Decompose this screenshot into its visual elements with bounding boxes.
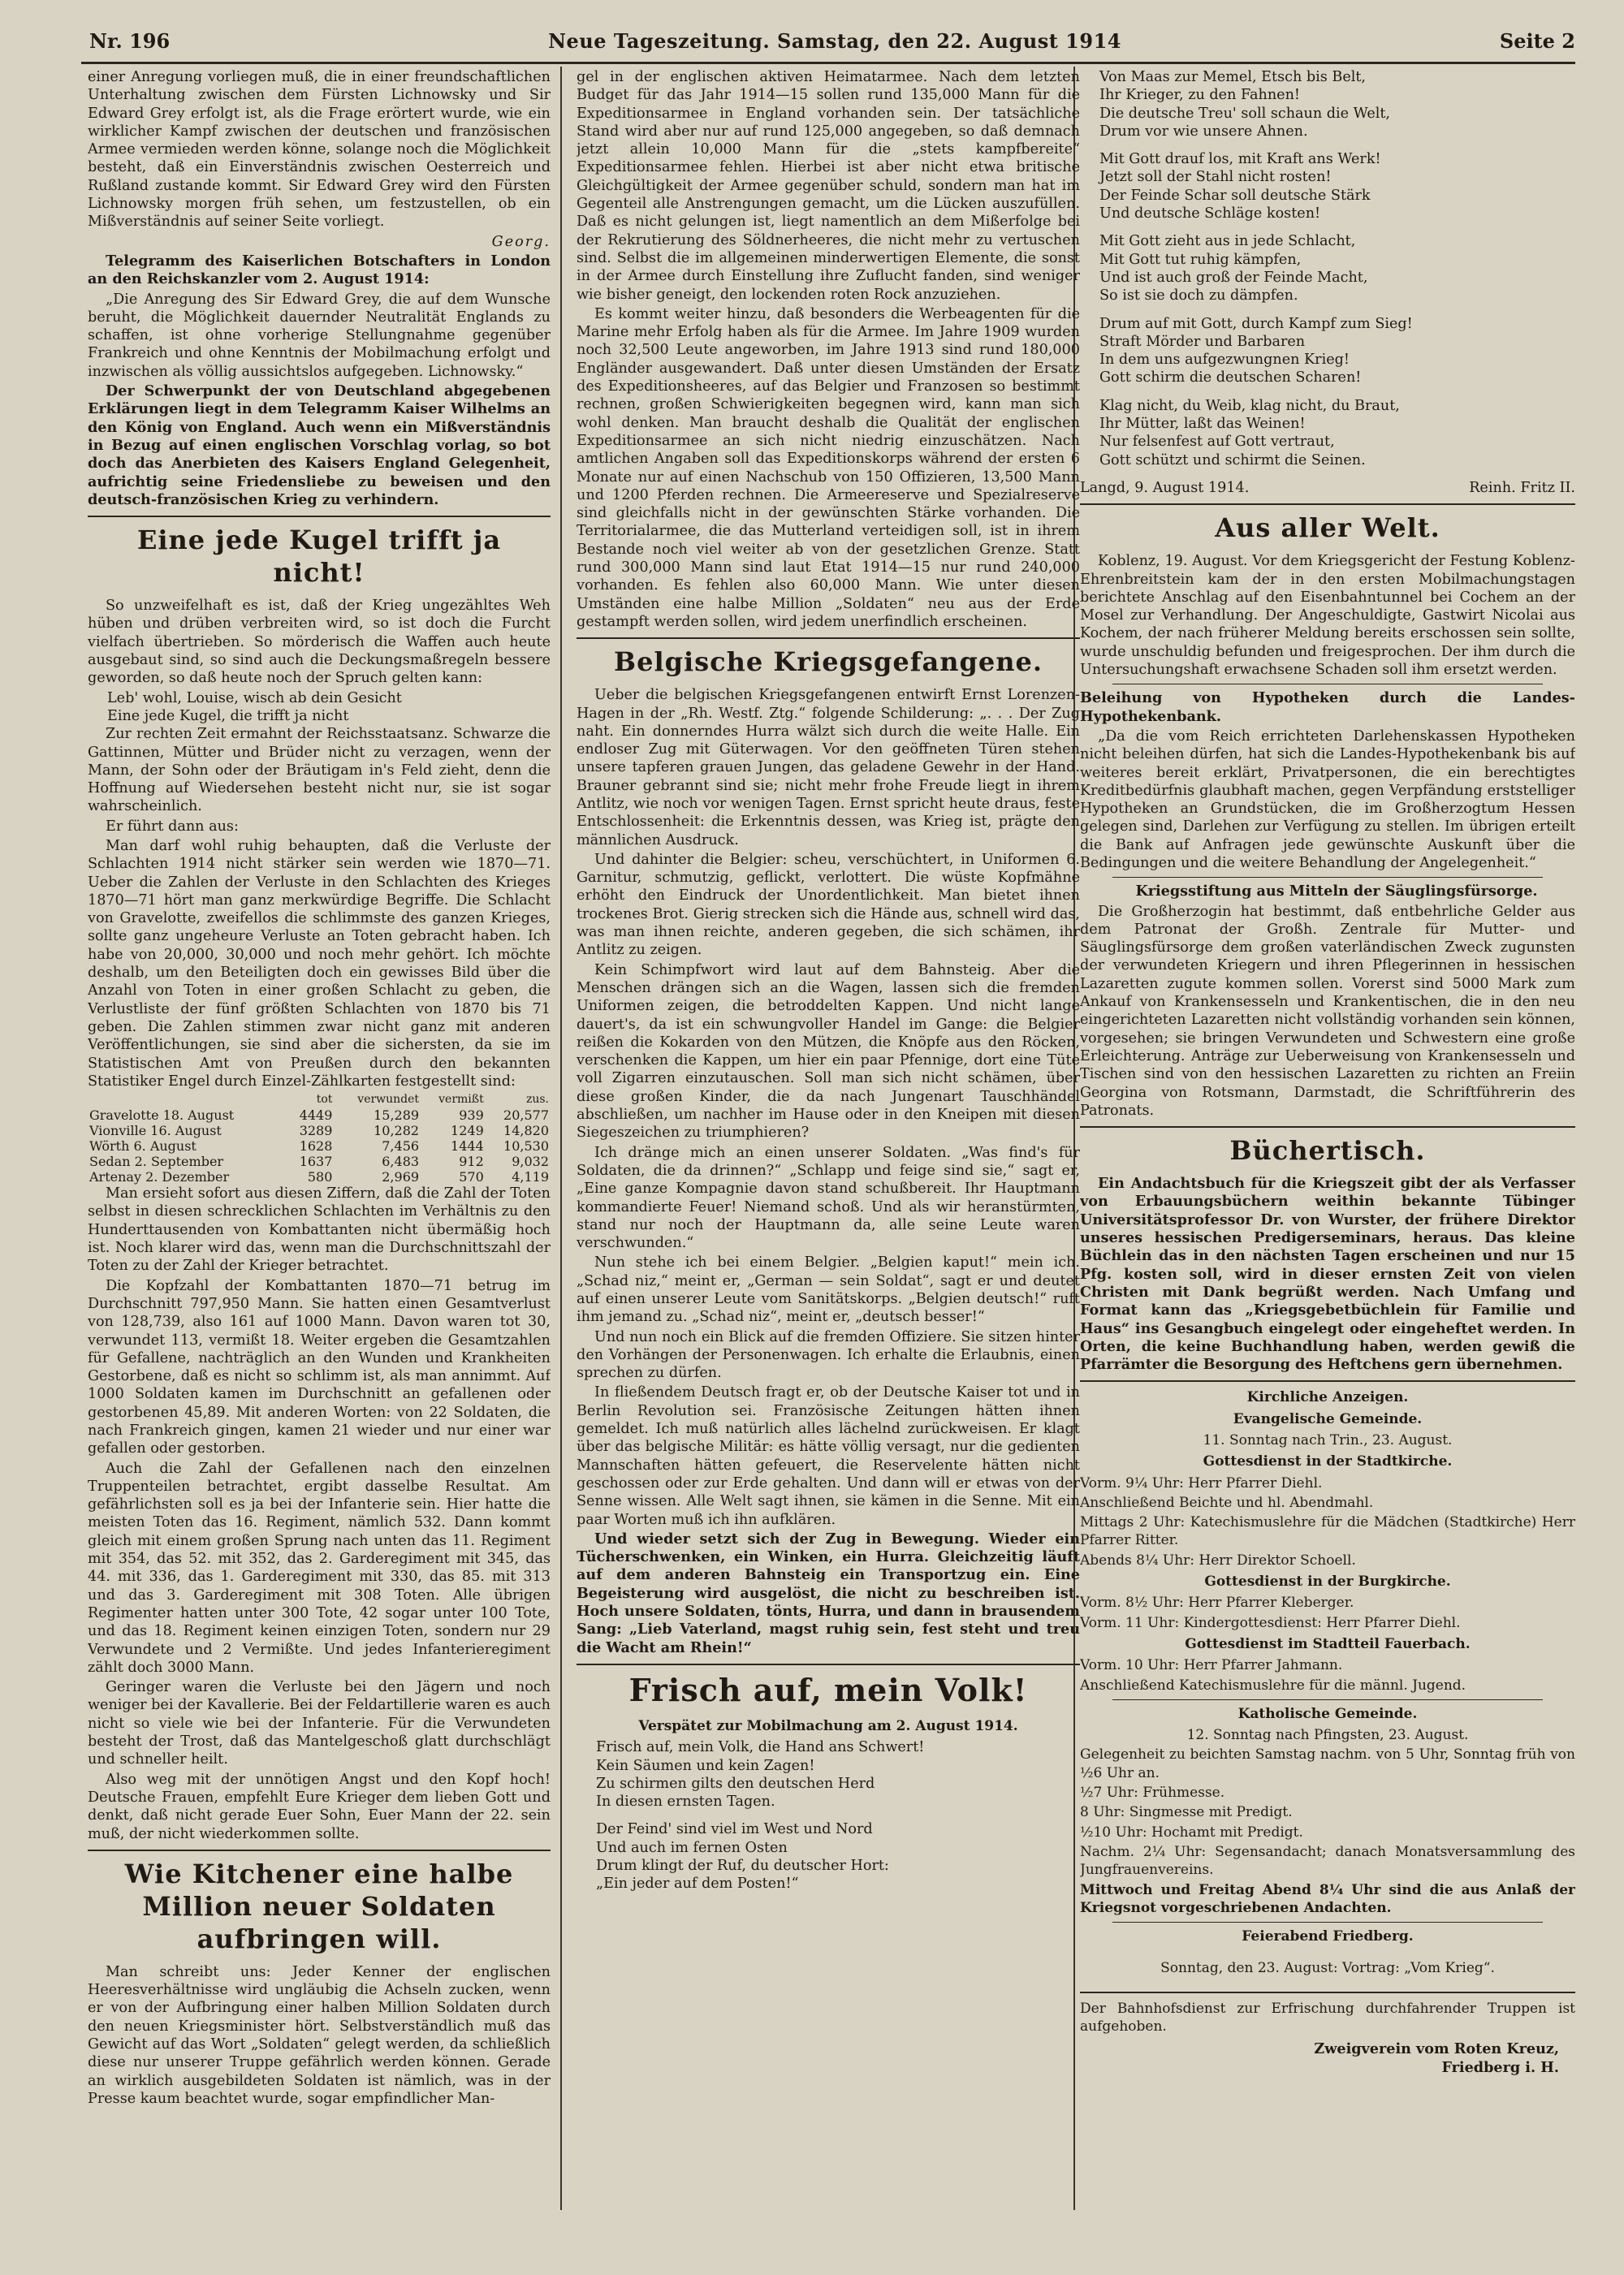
verse-line: Straft Mörder und Barbaren — [1099, 333, 1306, 350]
article-text: Es kommt weiter hinzu, daß besonders die Werbeagenten für die Marine mehr Erfolg haben als für die Armee. Im Jahre 1909 wurden noch 32,500 Leute angeworben, im Jahre 1913 sind rund 180,000 Engländer ausgewandert. Daß unter diesen Umständen der Ersatz des Expeditionsheeres, auf das Belgier und Franzosen so bestimmt rechnen, großen Schwierigkeiten begegnen wird, kann man sich wohl denken. Man braucht deshalb die Qualität der englischen Expeditionsarmee an sich nicht niedrig einzuschätzen. Nach amtlichen Angaben soll das Expeditionskorps während der ersten 6 Monate nur auf einen Nachschub von 150 Offizieren, 13,500 Mann und 1200 Pferden rechnen. Die Armeereserve und Spezialreserve sind gleichfalls nicht in der gewünschten Stärke vorhanden. Die Territorialarmee, die das Mutterland verteidigen soll, ist in ihrem Bestande noch viel weiter ab von der gesetzlichen Grenze. Statt rund 300,000 Mann sind laut Etat 1914—15 nur rund 240,000 vorhanden. Es fehlen also 60,000 Mann. Wie unter diesen Umständen eine halbe Million „Soldaten“ neu aus der Erde gestampft werden sollen, wird jedem unerfindlich erscheinen. — [577, 305, 1080, 630]
masthead-line — [548, 29, 1121, 53]
article-text: Und wieder setzt sich der Zug in Bewegung. Wieder ein Tücherschwenken, ein Winken, ein Hurra. Gleichzeitig läuft auf dem anderen Bahnsteig ein Transportzug ein. Eine Begeisterung wird ausgelöst, die nicht zu beschreiben ist. Hoch unsere Soldaten, tönts, Hurra, und dann in brausendem Sang: „Lieb Vaterland, magst ruhig sein, fest steht und treu die Wacht am Rhein!“ — [577, 1530, 1080, 1656]
page-number: Seite 2 — [1499, 28, 1575, 53]
notice-signature: Zweigverein vom Roten Kreuz, — [1314, 2040, 1559, 2058]
article-text: Kein Schimpfwort wird laut auf dem Bahnsteig. Aber die Menschen drängen sich an die Wagen, lassen sich die fremden Uniformen zeigen, die betroddelten Kappen. Und nicht lange dauert's, da ist ein schwungvoller Handel im Gange: die Belgier reißen die Kokarden von den Mützen, die Knöpfe aus den Röcken, verschenken die Kappen, um hier ein paar Pfennige, dort eine Tüte voll Zigarren einzutauschen. Soll man sich nicht schämen, über diese großen Kinder, die da nach Jungenart Tauschhändel abschließen, um nachher im Hause oder in den Kneipen mit diesen Siegeszeichen zu triumphieren? — [577, 961, 1080, 1142]
verse-line: Die deutsche Treu' soll schaun die Welt, — [1099, 105, 1391, 122]
table-cell-value: 10,282 — [374, 1123, 420, 1139]
table-cell-value: 14,820 — [503, 1123, 549, 1139]
headline-buechertisch: Büchertisch. — [1229, 1135, 1426, 1167]
table-header-cell: vermißt — [438, 1093, 484, 1107]
article-text: Geringer waren die Verluste bei den Jägern und noch weniger bei der Kavallerie. Bei der Feldartillerie waren es auch nicht so viele wie bei der Infanterie. Für die Verwundeten besteht der Trost, daß das Mantelgeschoß glatt durchschlägt und schneller heilt. — [88, 1679, 551, 1768]
verse-line: Drum klingt der Ruf, du deutscher Hort: — [596, 1858, 889, 1875]
table-header-cell: tot — [316, 1093, 333, 1107]
service-line: 8 Uhr: Singmesse mit Predigt. — [1080, 1804, 1293, 1821]
poem-stanza — [577, 1738, 1080, 1811]
article-text: In fließendem Deutsch fragt er, ob der Deutsche Kaiser tot und in Berlin Revolution sei. Französische Zeitungen hätten ihnen gemeldet. Ich muß natürlich alles lächelnd zurückweisen. Er klagt über das belgische Militär: es hätte völlig versagt, nur die gedienten Mannschaften hätten gefeuert, die Reservelente hätten nicht geschossen oder zur Erde gehalten. Und dann will er etwas von der Senne wissen. Alle Welt sagt ihnen, sie kämen in die Senne. Mit ein paar Worten muß ich ihn aufklären. — [577, 1384, 1080, 1528]
section-heading: Kirchliche Anzeigen. — [1246, 1389, 1409, 1406]
article-text: Zur rechten Zeit ermahnt der Reichsstaatsanz. Schwarze die Gattinnen, Mütter und Brüder nicht zu verzagen, wenn der Mann, der Sohn oder der Bräutigam in's Feld zieht, denn die Hoffnung auf Wiedersehen besteht nicht nur, sie ist sogar wahrscheinlich. — [88, 726, 551, 815]
table-cell-value: 6,483 — [382, 1154, 420, 1170]
service-line: ½10 Uhr: Hochamt mit Predigt. — [1080, 1824, 1303, 1841]
section-heading: Katholische Gemeinde. — [1237, 1705, 1418, 1722]
verse-line: Von Maas zur Memel, Etsch bis Belt, — [1099, 69, 1367, 85]
column-divider — [560, 67, 562, 2210]
table-cell-battle: Artenay 2. Dezember — [89, 1169, 230, 1185]
verse-line: Mit Gott zieht aus in jede Schlacht, — [1099, 233, 1356, 250]
verse-line: In diesen ernsten Tagen. — [596, 1794, 775, 1811]
section-heading: Kriegsstiftung aus Mitteln der Säuglingsfürsorge. — [1135, 883, 1538, 900]
poem-author: Reinh. Fritz II. — [1469, 479, 1575, 496]
table-cell-value: 1637 — [299, 1154, 333, 1170]
section-heading: Evangelische Gemeinde. — [1233, 1410, 1423, 1427]
table-cell-value: 1444 — [451, 1138, 484, 1155]
verse-line: Eine jede Kugel, die trifft ja nicht — [107, 707, 349, 724]
divider — [1080, 1126, 1575, 1128]
verse-line: Und ist auch groß der Feinde Macht, — [1099, 269, 1368, 286]
headline-frisch-auf: Frisch auf, mein Volk! — [628, 1671, 1028, 1708]
divider — [1112, 1922, 1543, 1923]
article-text: Die Kopfzahl der Kombattanten 1870—71 betrug im Durchschnitt 797,950 Mann. Sie hatten einen Gesamtverlust von 128,739, also 161 auf 1000 Mann. Davon waren tot 30, verwundet 113, vermißt 18. Weiter ergeben die Gesamtzahlen für Gefallene, nachträglich an den Wunden und Krankheiten Gestorbene, daß es nicht so schlimm ist, als man annimmt. Auf 1000 Soldaten kamen im Durchschnitt an gefallenen oder gestorbenen 45,89. Mit anderen Worten: von 22 Soldaten, die nach Frankreich gingen, kamen 21 wieder und nur einer war gefallen oder gestorben. — [88, 1277, 551, 1457]
article-text: Ich dränge mich an einen unserer Soldaten. „Was find's für Soldaten, die da drinnen?“ „Schlapp und feige sind sie,“ sagt er, „Eine ganze Kompagnie davon stand schußbereit. Ihr Hauptmann kommandierte Feuer! Niemand schoß. Und als wir heranstürmten, stand nur noch der Hauptmann da, alle seine Leute waren verschwunden.“ — [577, 1144, 1080, 1252]
table-row — [88, 1123, 551, 1138]
verse-line: Gott schirm die deutschen Scharen! — [1099, 369, 1362, 386]
article-text: Man schreibt uns: Jeder Kenner der englischen Heeresverhältnisse wird ungläubig die Achseln zucken, wenn er von der Aufbringung einer halben Million Soldaten durch den neuen Kriegsminister hört. Selbstverständlich muß das Gewicht auf das Wort „Soldaten“ gelegt werden, da schließlich diese nur unserer Truppe gefährlich werden können. Gerade an wirklich ausgebildeten Soldaten ist nämlich, was in der Presse kaum beachtet wurde, sogar empfindlicher Man- — [88, 1963, 551, 2107]
divider — [1112, 877, 1543, 878]
verse-line: Der Feinde Schar soll deutsche Stärk — [1099, 187, 1371, 204]
article-text: So unzweifelhaft es ist, daß der Krieg ungezähltes Weh hüben und drüben verbreiten wird, so ist doch die Furcht vielfach übertrieben. So mörderisch die Waffen auch heute ausgebaut sind, so sind auch die Deckungsmaßregeln bessere geworden, so daß heute noch der Spruch gelten kann: — [88, 598, 551, 687]
service-line: Vorm. 11 Uhr: Kindergottesdienst: Herr Pfarrer Diehl. — [1080, 1614, 1461, 1631]
verse-line: Der Feind' sind viel im West und Nord — [596, 1821, 873, 1838]
poem-stanza — [1080, 150, 1575, 222]
table-cell-value: 1249 — [451, 1123, 484, 1139]
headline-kugel: Eine jede Kugel trifft ja nicht! — [136, 525, 502, 589]
table-cell-value: 570 — [459, 1169, 484, 1185]
service-date: 12. Sonntag nach Pfingsten, 23. August. — [1186, 1727, 1469, 1744]
table-cell-value: 15,289 — [374, 1107, 420, 1124]
article-text: einer Anregung vorliegen muß, die in einer freundschaftlichen Unterhaltung zwischen dem Fürsten Lichnowsky und Sir Edward Grey erfolgt ist, als die Frage erörtert wurde, wie ein wirklicher Kampf zwischen der deutschen und französischen Armee vermieden werden könne, solange noch die Möglichkeit besteht, daß ein Einverständnis zwischen Oesterreich und Rußland zustande kommt. Sir Edward Grey wird den Fürsten Lichnowsky morgen früh sehen, um festzustellen, ob ein Mißverständnis auf seiner Seite vorliegt. — [88, 69, 551, 231]
poem-stanza — [1080, 232, 1575, 304]
table-cell-value: 10,530 — [503, 1138, 549, 1155]
article-text: Die Großherzogin hat bestimmt, daß entbehrliche Gelder aus dem Patronat der Großh. Zentrale für Mutter- und Säuglingsfürsorge dem großen vaterländischen Zweck zugunsten der verwundeten Kriegern und ihren Pflegerinnen in hessischen Lazaretten zugute kommen sollen. Vorerst sind 5000 Mark zum Ankauf von Krankensesseln und Krankentischen, die in den neu eingerichteten Lazaretten nicht vollständig vorhanden sein können, vorgesehen; sie bringen Verwundeten und Schwestern eine große Erleichterung. Anträge zur Ueberweisung von Krankensesseln und Tischen sind von den hessischen Lazaretten zu richten an Freiin Georgina von Rotsmann, Darmstadt, die Schriftführerin des Patronats. — [1080, 903, 1575, 1119]
headline-aus-aller-welt: Aus aller Welt. — [1215, 512, 1440, 544]
page-header — [89, 21, 1575, 60]
notice-text: Der Bahnhofsdienst zur Erfrischung durchfahrender Truppen ist aufgehoben. — [1080, 2000, 1575, 2035]
table-cell-value: 580 — [307, 1169, 333, 1185]
casualty-table — [88, 1092, 551, 1185]
divider — [88, 1850, 551, 1851]
article-text: Also weg mit der unnötigen Angst und den Kopf hoch! Deutsche Frauen, empfehlt Eure Krieger dem lieben Gott und denkt, daß nicht gerade Euer Sohn, Euer Mann der 22. sein muß, der nicht wiederkommen sollte. — [88, 1771, 551, 1842]
verse-line: Ihr Krieger, zu den Fahnen! — [1099, 87, 1300, 104]
table-cell-value: 4,119 — [512, 1169, 549, 1185]
article-text: Nun stehe ich bei einem Belgier. „Belgien kaput!“ mein ich. „Schad niz,“ meint er, „German — sein Soldat“, sagt er und deutet auf einen unserer Leute vom Sanitätskorps. „Belgien deutsch!“ ruft ihm jemand zu. „Schad niz“, meint er, „deutsch besser!“ — [577, 1254, 1080, 1326]
service-line: ½7 Uhr: Frühmesse. — [1080, 1785, 1225, 1802]
service-line: Vorm. 10 Uhr: Herr Pfarrer Jahmann. — [1080, 1657, 1343, 1674]
verse-line: Nur felsenfest auf Gott vertraut, — [1099, 434, 1335, 451]
service-date: 11. Sonntag nach Trin., 23. August. — [1203, 1432, 1453, 1448]
divider — [1080, 1992, 1575, 1993]
notice-place: Friedberg i. H. — [1441, 2058, 1559, 2076]
verse-line: Jetzt soll der Stahl nicht rosten! — [1099, 169, 1332, 186]
table-cell-battle: Gravelotte 18. August — [89, 1107, 235, 1124]
section-heading: Feierabend Friedberg. — [1242, 1928, 1414, 1945]
article-text: Ein Andachtsbuch für die Kriegszeit gibt der als Verfasser von Erbauungsbüchern weithin bekannte Tübinger Universitätsprofessor Dr. von Wurster, der frühere Direktor unseres hessischen Predigerseminars, heraus. Das kleine Büchlein das in den nächsten Tagen erscheinen und nur 15 Pfg. kosten soll, wird in dieser ernsten Zeit von vielen Christen mit Dank begrüßt werden. Nach Umfang und Format kann das „Kriegsgebetbüchlein für Familie und Haus“ ins Gesangbuch eingelegt oder eingeheftet werden. In Orten, die keine Buchhandlung haben, werden gewiß die Pfarrämter die Besorgung des Heftchens gern übernehmen. — [1080, 1175, 1575, 1374]
verse-line: Und deutsche Schläge kosten! — [1099, 205, 1321, 222]
article-text: Der Schwerpunkt der von Deutschland abgegebenen Erklärungen liegt in dem Telegramm Kaiser Wilhelms an den König von England. Auch wenn ein Mißverständnis in Bezug auf einen englischen Vorschlag vorlag, so bot doch das Anerbieten des Kaisers England Gelegenheit, aufrichtig seine Friedensliebe zu beweisen und den deutsch-französischen Krieg zu verhindern. — [88, 382, 551, 508]
divider — [1080, 503, 1575, 505]
verse-line: Leb' wohl, Louise, wisch ab dein Gesicht — [107, 689, 402, 706]
verse-line: „Ein jeder auf dem Posten!“ — [596, 1876, 799, 1893]
table-cell-value: 912 — [459, 1154, 484, 1170]
section-heading: Beleihung von Hypotheken durch die Landes-Hypothekenbank. — [1080, 689, 1575, 725]
divider — [1080, 1380, 1575, 1382]
article-text: Koblenz, 19. August. Vor dem Kriegsgericht der Festung Koblenz-Ehrenbreitstein kam der in den ersten Mobilmachungstagen berichtete Anschlag auf den Eisenbahntunnel bei Cochem an der Mosel zur Verhandlung. Der Angeschuldigte, Gastwirt Nicolai aus Kochem, der nach früherer Meldung bereits erschossen sein sollte, wurde unschuldig befunden und freigesprochen. Der ihm durch die Untersuchungshaft erwachsene Schaden soll ihm ersetzt werden. — [1080, 553, 1575, 679]
verse-line: Frisch auf, mein Volk, die Hand ans Schwert! — [596, 1739, 925, 1756]
article-text: Ueber die belgischen Kriegsgefangenen entwirft Ernst Lorenzen-Hagen in der „Rh. Westf. Ztg.“ folgende Schilderung: „. . . Der Zug naht. Ein donnerndes Hurra wälzt sich durch die weite Halle. Ein endloser Zug mit Güterwagen. Vor den geöffneten Türen stehen unsere tapferen grauen Jungen, das geladene Gewehr in der Hand. Brauner gebrannt sind sie; nicht mehr frohe Freude liegt in ihrem Antlitz, wie noch vor wenigen Tagen. Ernst spricht heute draus, feste Entschlossenheit: die Erkenntnis dessen, was Krieg ist, prägte den männlichen Ausdruck. — [577, 687, 1080, 848]
table-row — [88, 1107, 551, 1123]
verse-line: Mit Gott drauf los, mit Kraft ans Werk! — [1099, 151, 1381, 168]
service-line: Gelegenheit zu beichten Samstag nachm. von 5 Uhr, Sonntag früh von ½6 Uhr an. — [1080, 1746, 1575, 1781]
verse-line: Klag nicht, du Weib, klag nicht, du Braut, — [1099, 397, 1400, 414]
divider — [577, 637, 1080, 639]
article-text: Und nun noch ein Blick auf die fremden Offiziere. Sie sitzen hinter den Vorhängen der Personenwagen. Ich erhalte die Erlaubnis, einen sprechen zu dürfen. — [577, 1328, 1080, 1382]
article-text: Auch die Zahl der Gefallenen nach den einzelnen Truppenteilen betrachtet, ergibt dasselbe Resultat. Am gefährlichsten soll es ja bei der Infanterie sein. Hier hatte die meisten Toten das 16. Regiment, nämlich 532. Dann kommt gleich mit einem großen Sprung nach unten das 11. Regiment mit 354, das 52. mit 352, das 2. Garderegiment mit 345, das 44. mit 336, das 1. Garderegiment mit 330, das 85. mit 313 und das 3. Garderegiment mit 308 Toten. Alle übrigen Regimenter hatten unter 300 Tote, 42 sogar unter 100 Tote, und das 18. Regiment keinen einzigen Toten, sondern nur 29 Verwundete und 2 Vermißte. Und jedes Infanterieregiment zählt doch 3000 Mann. — [88, 1460, 551, 1676]
telegram-heading: Telegramm des Kaiserlichen Botschafters in London an den Reichskanzler vom 2. August 1914: — [88, 252, 551, 288]
table-cell-value: 20,577 — [503, 1107, 549, 1124]
paper-title: Neue Tageszeitung. — [548, 28, 771, 53]
verse-line: Gott schützt und schirmt die Seinen. — [1099, 451, 1366, 468]
table-row — [88, 1154, 551, 1169]
column-3 — [1080, 68, 1575, 2260]
issue-date: Samstag, den 22. August 1914 — [777, 28, 1121, 53]
table-cell-value: 7,456 — [382, 1138, 420, 1155]
verse-line: Ihr Mütter, laßt das Weinen! — [1099, 416, 1306, 433]
verse-line: Und auch im fernen Osten — [596, 1839, 788, 1856]
poem-place: Langd, 9. August 1914. — [1080, 479, 1250, 496]
service-line: Mittags 2 Uhr: Katechismuslehre für die Mädchen (Stadtkirche) Herr Pfarrer Ritter. — [1080, 1514, 1575, 1549]
section-heading: Gottesdienst im Stadtteil Fauerbach. — [1185, 1635, 1471, 1652]
table-cell-value: 1628 — [299, 1138, 333, 1155]
service-line: Vorm. 8½ Uhr: Herr Pfarrer Kleberger. — [1080, 1595, 1354, 1612]
service-line: Anschließend Beichte und hl. Abendmahl. — [1080, 1494, 1374, 1511]
section-heading: Gottesdienst in der Stadtkirche. — [1203, 1453, 1453, 1470]
service-line: Vorm. 9¼ Uhr: Herr Pfarrer Diehl. — [1080, 1474, 1323, 1491]
table-row — [88, 1169, 551, 1185]
verse-line: Zu schirmen gilts den deutschen Herd — [596, 1775, 875, 1792]
divider — [577, 1664, 1080, 1665]
article-text: Man ersieht sofort aus diesen Ziffern, daß die Zahl der Toten selbst in diesen schrecklichen Schlachten im Verhältnis zu den Hunderttausenden von Kombattanten nicht übermäßig hoch ist. Noch klarer wird das, wenn man die Durchschnittszahl der Toten zu der Zahl der Krieger betrachtet. — [88, 1185, 551, 1275]
verse-line: Mit Gott tut ruhig kämpfen, — [1099, 251, 1302, 268]
divider — [88, 516, 551, 517]
article-text: Man darf wohl ruhig behaupten, daß die Verluste der Schlachten 1914 nicht stärker sein werden wie 1870—71. Ueber die Zahlen der Verluste in den Schlachten des Krieges 1870—71 hört man ganz merkwürdige Begriffe. Die Schlacht von Gravelotte, zweifellos die schlimmste des ganzen Krieges, sollte ganz ungeheure Verluste an Toten gebracht haben. Ich habe von 20,000, 30,000 und noch mehr gehört. Ich möchte deshalb, um den Beteiligten doch ein gewisses Bild über die Anzahl von Toten in einer großen Schlacht zu geben, die Verlustliste der fünf größten Schlachten von 1870 bis 71 geben. Die Zahlen stimmen zwar nicht ganz mit anderen Veröffentlichungen, sie sind aber die sichersten, da sie im Statistischen Amt von Preußen durch den bekannten Statistiker Engel durch Einzel-Zählkarten festgestellt sind: — [88, 837, 551, 1090]
poem-subtitle: Verspätet zur Mobilmachung am 2. August 1914. — [638, 1717, 1018, 1734]
poem-stanza — [1080, 315, 1575, 387]
poem-stanza — [1080, 68, 1575, 140]
table-header-cell: zus. — [525, 1093, 549, 1107]
issue-number: Nr. 196 — [89, 28, 171, 53]
table-cell-value: 9,032 — [512, 1154, 549, 1170]
table-cell-battle: Sedan 2. September — [89, 1154, 224, 1170]
verse-line: Drum auf mit Gott, durch Kampf zum Sieg! — [1099, 315, 1413, 332]
divider — [1112, 1699, 1543, 1700]
table-cell-value: 3289 — [299, 1123, 333, 1139]
signature: Georg. — [491, 233, 551, 250]
column-2 — [577, 68, 1080, 2260]
headline-belgische: Belgische Kriegsgefangene. — [614, 646, 1043, 678]
article-text: Und dahinter die Belgier: scheu, verschüchtert, in Uniformen 6. Garnitur, schmutzig, geflickt, verlottert. Die wüste Kopfmähne erhöht den Eindruck der Unordentlichkeit. Man bietet ihnen trockenes Brot. Gierig strecken sich die Hände aus, schnell wird das, was man ihnen reichte, anderen gegeben, die sich schämen, ihr Antlitz zu zeigen. — [577, 851, 1080, 959]
poem-stanza — [1080, 397, 1575, 469]
verse-line: In dem uns aufgezwungnen Krieg! — [1099, 352, 1350, 369]
header-rule — [81, 62, 1575, 64]
telegram-text: „Die Anregung des Sir Edward Grey, die auf dem Wunsche beruht, die Möglichkeit dauernder Neutralität Englands zu schaffen, ist ohne vorherige Stellungnahme gegenüber Frankreich und ohne Kenntnis der Mobilmachung erfolgt und inzwischen als völlig aussichtslos aufgegeben. Lichnowsky.“ — [88, 291, 551, 380]
verse-line: Drum vor wie unsere Ahnen. — [1099, 123, 1308, 140]
article-text: Er führt dann aus: — [106, 818, 239, 835]
column-1 — [88, 68, 551, 2260]
poem-footer — [1080, 479, 1575, 497]
service-line: Nachm. 2¼ Uhr: Segensandacht; danach Monatsversammlung des Jungfrauenvereins. — [1080, 1843, 1575, 1879]
headline-kitchener: Wie Kitchener eine halbe Million neuer Soldaten aufbringen will. — [124, 1858, 514, 1954]
section-heading: Gottesdienst in der Burgkirche. — [1204, 1574, 1451, 1591]
poem-stanza — [577, 1820, 1080, 1893]
table-cell-battle: Vionville 16. August — [89, 1123, 222, 1139]
table-cell-value: 4449 — [299, 1107, 333, 1124]
verse-line: So ist sie doch zu dämpfen. — [1099, 287, 1298, 304]
article-text: „Da die vom Reich errichteten Darlehenskassen Hypotheken nicht beleihen dürfen, hat sich die Landes-Hypothekenbank bis auf weiteres bereit erklärt, Privatpersonen, die ein berechtigtes Kreditbedürfnis glaubhaft machen, gegen Verpfändung erststelliger Hypotheken an Grundstücken, die im Großherzogtum Hessen gelegen sind, Darlehen zur Verfügung zu stellen. Im übrigen erteilt die Bank auf Anfragen jede gewünschte Auskunft über die Bedingungen und die weitere Behandlung der Angelegenheit.“ — [1080, 727, 1575, 871]
table-header-cell: verwundet — [357, 1093, 420, 1107]
table-cell-value: 2,969 — [382, 1169, 420, 1185]
article-text: gel in der englischen aktiven Heimatarmee. Nach dem letzten Budget für das Jahr 1914—15 sollen rund 135,000 Mann für die Expeditionsarmee in England vorhanden sein. Der tatsächliche Stand wird aber nur auf rund 125,000 angegeben, so daß demnach jetzt allein 10,000 Mann für die „stets kampfbereite“ Expeditionsarmee fehlen. Hierbei ist aber nicht etwa britische Gleichgültigkeit der Armee gegenüber schuld, sondern man hat im Gegenteil alle Anstrengungen gemacht, um die Lücken auszufüllen. Daß es nicht gelungen ist, liegt namentlich an dem Mißerfolge bei der Rekrutierung des Söldnerheeres, die nicht mehr zu vertuschen sind. Selbst die im allgemeinen minderwertigen Elemente, die sonst in der Armee durch Einstellung ihre Zuflucht fanden, sind weniger wie bisher geneigt, den lockenden roten Rock anzuziehen. — [577, 69, 1080, 303]
service-line: Sonntag, den 23. August: Vortrag: „Vom Krieg“. — [1160, 1960, 1495, 1977]
table-cell-battle: Wörth 6. August — [89, 1138, 197, 1155]
service-line: Anschließend Katechismuslehre für die männl. Jugend. — [1080, 1677, 1466, 1694]
service-line: Mittwoch und Freitag Abend 8¼ Uhr sind die aus Anlaß der Kriegsnot vorgeschriebenen Andachten. — [1080, 1881, 1575, 1916]
service-line: Abends 8¼ Uhr: Herr Direktor Schoell. — [1080, 1552, 1356, 1569]
verse-line: Kein Säumen und kein Zagen! — [596, 1757, 815, 1774]
table-row — [88, 1138, 551, 1154]
table-cell-value: 939 — [459, 1107, 484, 1124]
